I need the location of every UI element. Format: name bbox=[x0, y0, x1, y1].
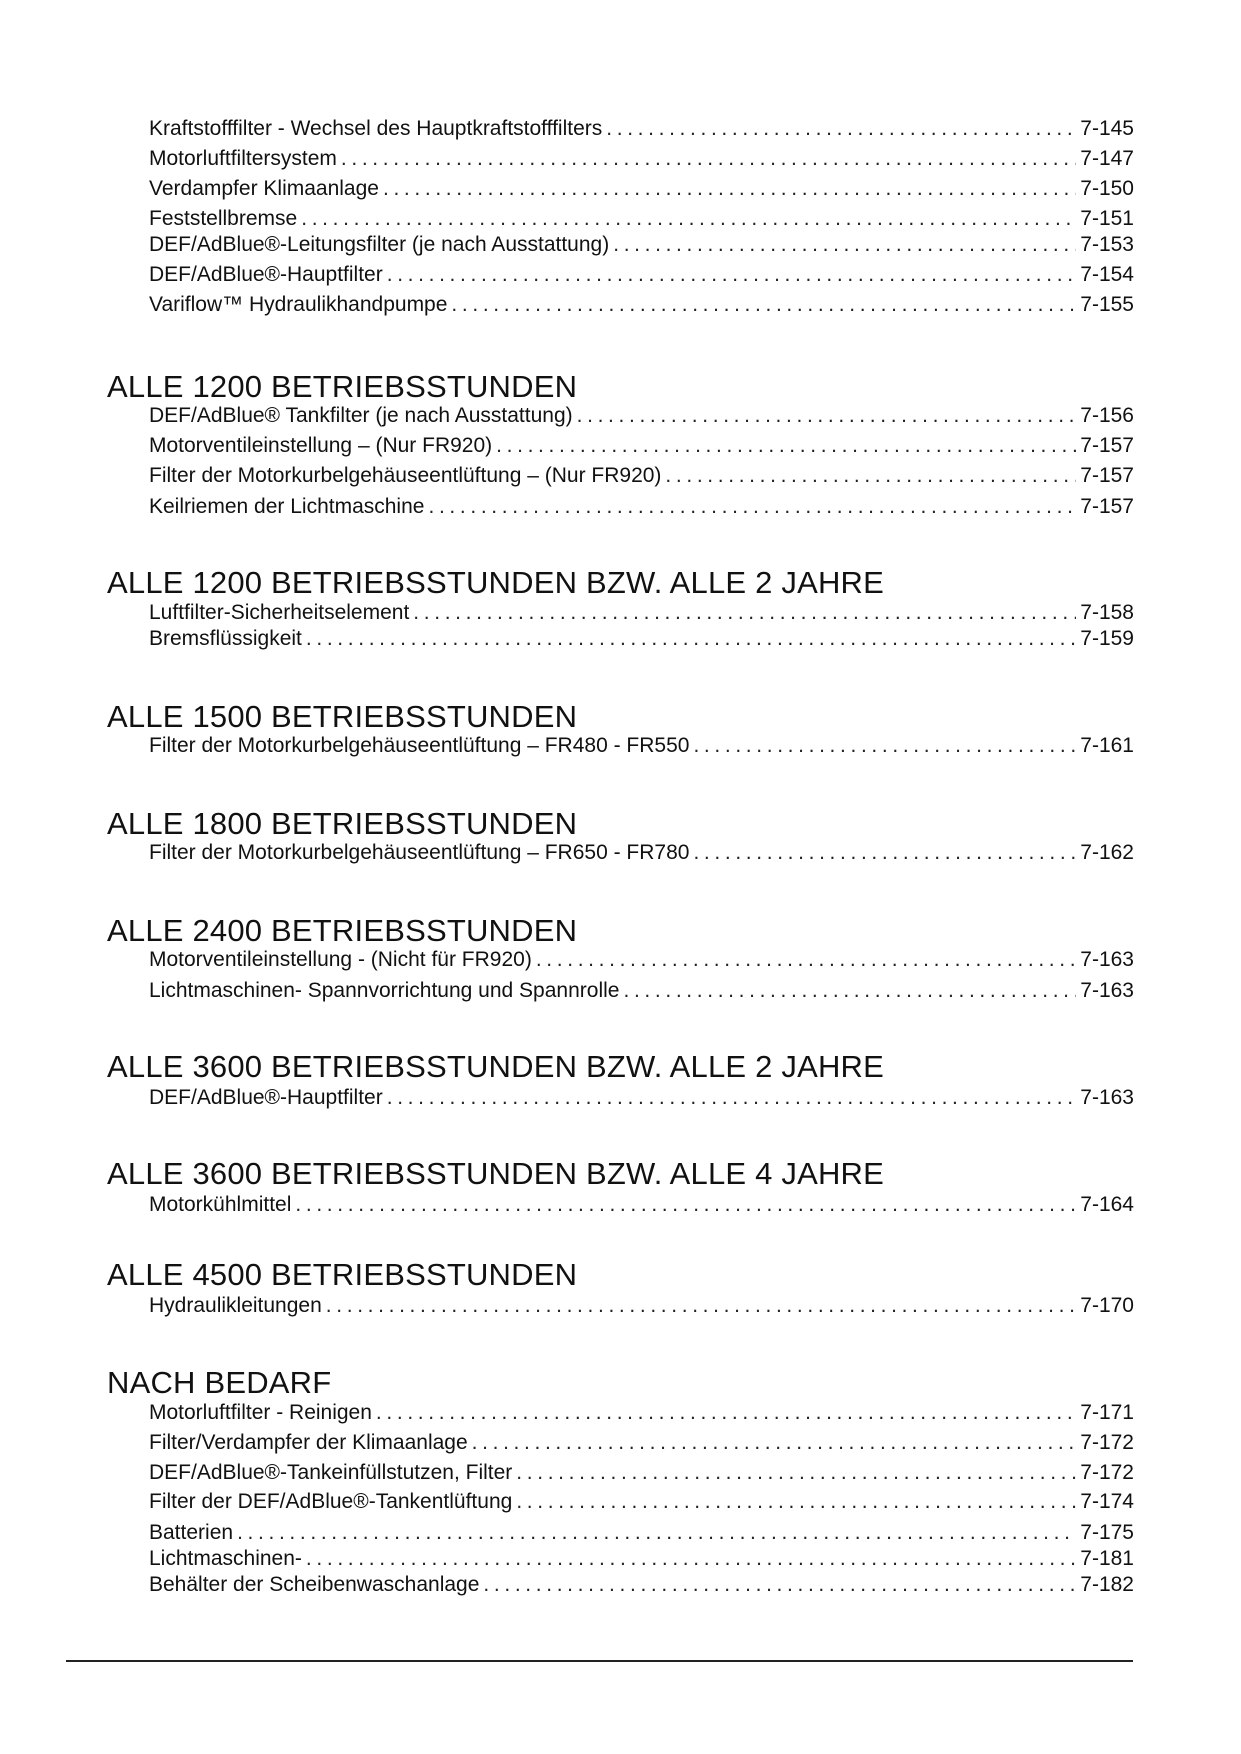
dot-leader bbox=[428, 494, 1076, 520]
entry-page: 7-163 bbox=[1080, 979, 1134, 1002]
toc-entry[interactable] bbox=[149, 1520, 1134, 1546]
dot-leader bbox=[295, 1192, 1076, 1218]
entry-page: 7-147 bbox=[1080, 147, 1134, 170]
dot-leader bbox=[606, 116, 1076, 142]
dot-leader bbox=[341, 146, 1076, 172]
toc-entry[interactable] bbox=[149, 600, 1134, 626]
entry-label: Motorventileinstellung - (Nicht für FR920) bbox=[149, 948, 532, 971]
entry-label: Behälter der Scheibenwaschanlage bbox=[149, 1573, 480, 1596]
dot-leader bbox=[383, 176, 1076, 202]
entry-label: Motorluftfilter - Reinigen bbox=[149, 1401, 372, 1424]
entry-page: 7-158 bbox=[1080, 601, 1134, 624]
entry-label: Feststellbremse bbox=[149, 207, 298, 230]
entry-label: Luftfilter-Sicherheitselement bbox=[149, 601, 410, 624]
entry-page: 7-170 bbox=[1080, 1294, 1134, 1317]
dot-leader bbox=[483, 1572, 1076, 1598]
dot-leader bbox=[413, 600, 1076, 626]
dot-leader bbox=[451, 292, 1076, 318]
dot-leader bbox=[623, 978, 1076, 1004]
toc-entry[interactable] bbox=[149, 947, 1134, 973]
dot-leader bbox=[693, 840, 1076, 866]
entry-page: 7-175 bbox=[1080, 1521, 1134, 1544]
entry-page: 7-157 bbox=[1080, 464, 1134, 487]
entry-page: 7-162 bbox=[1080, 841, 1134, 864]
entry-page: 7-171 bbox=[1080, 1401, 1134, 1424]
toc-entry[interactable] bbox=[149, 1430, 1134, 1456]
toc-entry[interactable] bbox=[149, 626, 1134, 652]
toc-entry[interactable] bbox=[149, 116, 1134, 142]
entry-page: 7-161 bbox=[1080, 734, 1134, 757]
entry-label: Motorkühlmittel bbox=[149, 1193, 292, 1216]
toc-entry[interactable] bbox=[149, 733, 1134, 759]
entry-page: 7-164 bbox=[1080, 1193, 1134, 1216]
section-heading: ALLE 3600 BETRIEBSSTUNDEN BZW. ALLE 2 JAHRE bbox=[107, 1049, 885, 1084]
entry-page: 7-172 bbox=[1080, 1431, 1134, 1454]
toc-entry[interactable] bbox=[149, 1400, 1134, 1426]
dot-leader bbox=[516, 1489, 1076, 1515]
toc-entry[interactable] bbox=[149, 1085, 1134, 1111]
entry-page: 7-150 bbox=[1080, 177, 1134, 200]
entry-label: Filter der Motorkurbelgehäuseentlüftung – FR480 - FR550 bbox=[149, 734, 690, 757]
toc-entry[interactable] bbox=[149, 176, 1134, 202]
entry-label: Motorventileinstellung – (Nur FR920) bbox=[149, 434, 493, 457]
section-heading: ALLE 1200 BETRIEBSSTUNDEN BZW. ALLE 2 JAHRE bbox=[107, 565, 885, 600]
entry-label: Motorluftfiltersystem bbox=[149, 147, 337, 170]
dot-leader bbox=[693, 733, 1076, 759]
entry-label: Filter der Motorkurbelgehäuseentlüftung – (Nur FR920) bbox=[149, 464, 662, 487]
dot-leader bbox=[665, 463, 1076, 489]
dot-leader bbox=[326, 1293, 1077, 1319]
entry-page: 7-163 bbox=[1080, 948, 1134, 971]
section-heading: ALLE 4500 BETRIEBSSTUNDEN bbox=[107, 1257, 578, 1292]
toc-entry[interactable] bbox=[149, 1192, 1134, 1218]
entry-label: Hydraulikleitungen bbox=[149, 1294, 322, 1317]
section-heading: NACH BEDARF bbox=[107, 1365, 332, 1400]
dot-leader bbox=[472, 1430, 1077, 1456]
entry-label: DEF/AdBlue®-Hauptfilter bbox=[149, 1086, 383, 1109]
entry-label: DEF/AdBlue®-Tankeinfüllstutzen, Filter bbox=[149, 1461, 513, 1484]
dot-leader bbox=[387, 1085, 1077, 1111]
entry-page: 7-163 bbox=[1080, 1086, 1134, 1109]
section-heading: ALLE 1200 BETRIEBSSTUNDEN bbox=[107, 369, 578, 404]
entry-label: Filter der DEF/AdBlue®-Tankentlüftung bbox=[149, 1490, 513, 1513]
toc-entry[interactable] bbox=[149, 494, 1134, 520]
section-heading: ALLE 1800 BETRIEBSSTUNDEN bbox=[107, 806, 578, 841]
entry-label: DEF/AdBlue® Tankfilter (je nach Ausstattung) bbox=[149, 404, 573, 427]
entry-page: 7-154 bbox=[1080, 263, 1134, 286]
entry-label: Kraftstofffilter - Wechsel des Hauptkraftstofffilters bbox=[149, 117, 603, 140]
entry-page: 7-182 bbox=[1080, 1573, 1134, 1596]
dot-leader bbox=[306, 1546, 1076, 1572]
entry-page: 7-153 bbox=[1080, 233, 1134, 256]
entry-label: DEF/AdBlue®-Leitungsfilter (je nach Ausstattung) bbox=[149, 233, 610, 256]
toc-entry[interactable] bbox=[149, 1293, 1134, 1319]
entry-page: 7-145 bbox=[1080, 117, 1134, 140]
entry-label: Variflow™ Hydraulikhandpumpe bbox=[149, 293, 448, 316]
entry-label: Bremsflüssigkeit bbox=[149, 627, 302, 650]
toc-entry[interactable] bbox=[149, 292, 1134, 318]
entry-label: Verdampfer Klimaanlage bbox=[149, 177, 379, 200]
entry-page: 7-181 bbox=[1080, 1547, 1134, 1570]
entry-page: 7-159 bbox=[1080, 627, 1134, 650]
toc-entry[interactable] bbox=[149, 206, 1134, 232]
entry-page: 7-157 bbox=[1080, 434, 1134, 457]
dot-leader bbox=[516, 1460, 1076, 1486]
dot-leader bbox=[237, 1520, 1076, 1546]
toc-entry[interactable] bbox=[149, 403, 1134, 429]
dot-leader bbox=[536, 947, 1076, 973]
dot-leader bbox=[496, 433, 1076, 459]
dot-leader bbox=[306, 626, 1076, 652]
entry-label: Keilriemen der Lichtmaschine bbox=[149, 495, 425, 518]
dot-leader bbox=[613, 232, 1076, 258]
footer-divider bbox=[66, 1660, 1133, 1662]
entry-page: 7-172 bbox=[1080, 1461, 1134, 1484]
dot-leader bbox=[387, 262, 1077, 288]
dot-leader bbox=[301, 206, 1076, 232]
entry-label: Lichtmaschinen- Spannvorrichtung und Spannrolle bbox=[149, 979, 620, 1002]
toc-entry[interactable] bbox=[149, 433, 1134, 459]
toc-entry[interactable] bbox=[149, 1546, 1134, 1572]
entry-page: 7-157 bbox=[1080, 495, 1134, 518]
entry-page: 7-156 bbox=[1080, 404, 1134, 427]
entry-label: Batterien bbox=[149, 1521, 234, 1544]
entry-label: Filter der Motorkurbelgehäuseentlüftung – FR650 - FR780 bbox=[149, 841, 690, 864]
toc-entry[interactable] bbox=[149, 1460, 1134, 1486]
dot-leader bbox=[376, 1400, 1076, 1426]
toc-entry[interactable] bbox=[149, 840, 1134, 866]
toc-entry[interactable] bbox=[149, 232, 1134, 258]
entry-page: 7-155 bbox=[1080, 293, 1134, 316]
toc-entry[interactable] bbox=[149, 1572, 1134, 1598]
entry-label: DEF/AdBlue®-Hauptfilter bbox=[149, 263, 383, 286]
toc-entry[interactable] bbox=[149, 978, 1134, 1004]
entry-page: 7-151 bbox=[1080, 207, 1134, 230]
toc-entry[interactable] bbox=[149, 262, 1134, 288]
toc-entry[interactable] bbox=[149, 1489, 1134, 1515]
section-heading: ALLE 1500 BETRIEBSSTUNDEN bbox=[107, 699, 578, 734]
toc-entry[interactable] bbox=[149, 146, 1134, 172]
dot-leader bbox=[577, 403, 1077, 429]
toc-entry[interactable] bbox=[149, 463, 1134, 489]
entry-label: Filter/Verdampfer der Klimaanlage bbox=[149, 1431, 468, 1454]
entry-page: 7-174 bbox=[1080, 1490, 1134, 1513]
section-heading: ALLE 2400 BETRIEBSSTUNDEN bbox=[107, 913, 578, 948]
entry-label: Lichtmaschinen- bbox=[149, 1547, 302, 1570]
section-heading: ALLE 3600 BETRIEBSSTUNDEN BZW. ALLE 4 JAHRE bbox=[107, 1156, 885, 1191]
